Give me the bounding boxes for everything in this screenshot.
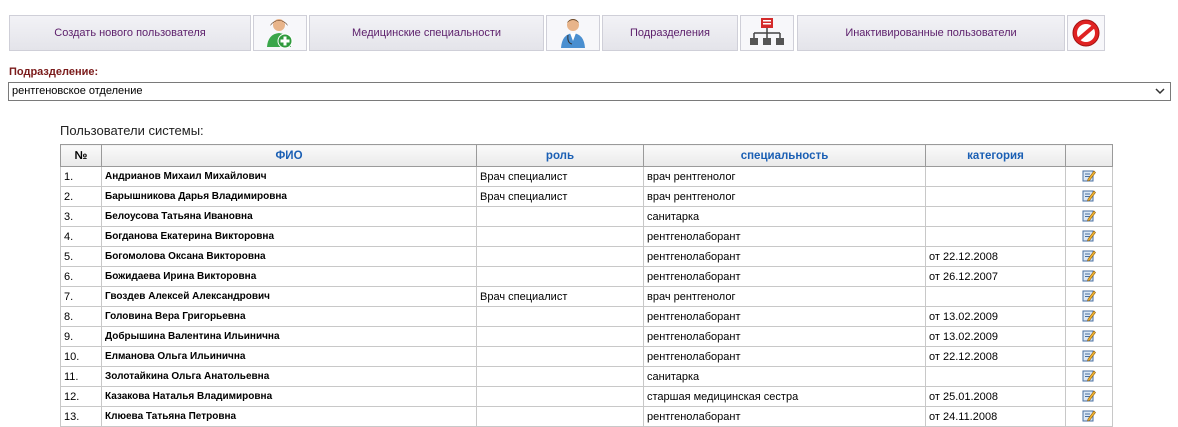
row-number-cell: 11. — [61, 367, 102, 387]
doctor-icon — [560, 17, 586, 49]
fio-cell[interactable]: Казакова Наталья Владимировна — [102, 387, 477, 407]
fio-cell[interactable]: Клюева Татьяна Петровна — [102, 407, 477, 427]
edit-icon[interactable] — [1082, 249, 1096, 265]
edit-cell — [1066, 407, 1113, 427]
table-row — [61, 307, 1113, 327]
row-number-cell: 5. — [61, 247, 102, 267]
column-header-specialty[interactable]: специальность — [644, 145, 926, 167]
row-number-cell: 12. — [61, 387, 102, 407]
category-cell: от 25.01.2008 — [926, 387, 1066, 407]
fio-cell[interactable]: Добрышина Валентина Ильинична — [102, 327, 477, 347]
fio-cell[interactable]: Золотайкина Ольга Анатольевна — [102, 367, 477, 387]
fio-cell[interactable]: Головина Вера Григорьевна — [102, 307, 477, 327]
edit-cell — [1066, 247, 1113, 267]
edit-icon[interactable] — [1082, 269, 1096, 285]
edit-icon[interactable] — [1082, 169, 1096, 185]
table-row — [61, 267, 1113, 287]
edit-icon[interactable] — [1082, 309, 1096, 325]
fio-cell[interactable]: Андрианов Михаил Михайлович — [102, 167, 477, 187]
edit-cell — [1066, 287, 1113, 307]
table-row — [61, 367, 1113, 387]
role-cell — [477, 347, 644, 367]
table-row — [61, 287, 1113, 307]
role-cell: Врач специалист — [477, 287, 644, 307]
edit-cell — [1066, 227, 1113, 247]
role-cell — [477, 307, 644, 327]
specialty-cell: старшая медицинская сестра — [644, 387, 926, 407]
specialties-button[interactable] — [309, 15, 544, 51]
department-selected-value: рентгеновское отделение — [12, 85, 143, 97]
edit-cell — [1066, 187, 1113, 207]
table-row — [61, 327, 1113, 347]
inactive-users-button[interactable] — [797, 15, 1065, 51]
specialty-cell: рентгенолаборант — [644, 407, 926, 427]
row-number-cell: 2. — [61, 187, 102, 207]
edit-icon[interactable] — [1082, 409, 1096, 425]
row-number-cell: 10. — [61, 347, 102, 367]
chevron-down-icon — [1154, 84, 1166, 98]
specialty-cell: врач рентгенолог — [644, 187, 926, 207]
specialty-cell: рентгенолаборант — [644, 347, 926, 367]
doctor-icon-button[interactable] — [546, 15, 600, 51]
fio-cell[interactable]: Барышникова Дарья Владимировна — [102, 187, 477, 207]
category-cell: от 22.12.2008 — [926, 247, 1066, 267]
edit-cell — [1066, 307, 1113, 327]
row-number-cell: 13. — [61, 407, 102, 427]
org-chart-icon — [749, 17, 785, 49]
edit-icon[interactable] — [1082, 349, 1096, 365]
specialty-cell: рентгенолаборант — [644, 267, 926, 287]
table-row — [61, 187, 1113, 207]
specialty-cell: санитарка — [644, 367, 926, 387]
no-entry-icon — [1071, 18, 1101, 48]
row-number-cell: 8. — [61, 307, 102, 327]
fio-cell[interactable]: Белоусова Татьяна Ивановна — [102, 207, 477, 227]
edit-icon[interactable] — [1082, 369, 1096, 385]
table-row — [61, 227, 1113, 247]
edit-icon[interactable] — [1082, 189, 1096, 205]
category-cell — [926, 167, 1066, 187]
category-cell — [926, 207, 1066, 227]
column-header-fio[interactable]: ФИО — [102, 145, 477, 167]
edit-icon[interactable] — [1082, 289, 1096, 305]
org-chart-icon-button[interactable] — [740, 15, 794, 51]
row-number-cell: 3. — [61, 207, 102, 227]
specialty-cell: рентгенолаборант — [644, 227, 926, 247]
category-cell: от 13.02.2009 — [926, 327, 1066, 347]
specialty-cell: санитарка — [644, 207, 926, 227]
specialty-cell: рентгенолаборант — [644, 327, 926, 347]
role-cell — [477, 407, 644, 427]
edit-cell — [1066, 267, 1113, 287]
role-cell — [477, 247, 644, 267]
role-cell — [477, 267, 644, 287]
table-row — [61, 207, 1113, 227]
column-header-category[interactable]: категория — [926, 145, 1066, 167]
category-cell — [926, 367, 1066, 387]
specialty-cell: врач рентгенолог — [644, 167, 926, 187]
department-label: Подразделение: — [9, 66, 99, 78]
edit-icon[interactable] — [1082, 389, 1096, 405]
role-cell — [477, 367, 644, 387]
specialty-cell: врач рентгенолог — [644, 287, 926, 307]
row-number-cell: 6. — [61, 267, 102, 287]
category-cell — [926, 287, 1066, 307]
inactive-icon-button[interactable] — [1067, 15, 1105, 51]
role-cell: Врач специалист — [477, 187, 644, 207]
edit-cell — [1066, 387, 1113, 407]
table-header-row — [61, 145, 1113, 167]
table-row — [61, 387, 1113, 407]
specialties-label: Медицинские специальности — [351, 27, 502, 39]
add-user-icon-button[interactable] — [253, 15, 307, 51]
row-number-cell: 1. — [61, 167, 102, 187]
edit-icon[interactable] — [1082, 229, 1096, 245]
edit-cell — [1066, 367, 1113, 387]
specialty-cell: рентгенолаборант — [644, 247, 926, 267]
row-number-cell: 7. — [61, 287, 102, 307]
add-user-icon — [266, 17, 294, 49]
row-number-cell: 4. — [61, 227, 102, 247]
users-table — [60, 144, 1113, 427]
role-cell — [477, 387, 644, 407]
fio-cell[interactable]: Гвоздев Алексей Александрович — [102, 287, 477, 307]
column-header-role[interactable]: роль — [477, 145, 644, 167]
category-cell: от 22.12.2008 — [926, 347, 1066, 367]
edit-cell — [1066, 167, 1113, 187]
role-cell — [477, 207, 644, 227]
table-row — [61, 347, 1113, 367]
department-select[interactable] — [8, 82, 1171, 101]
create-user-button[interactable] — [9, 15, 251, 51]
fio-cell[interactable]: Богданова Екатерина Викторовна — [102, 227, 477, 247]
role-cell: Врач специалист — [477, 167, 644, 187]
departments-button[interactable] — [602, 15, 738, 51]
table-row — [61, 407, 1113, 427]
inactive-users-label: Инактивированные пользователи — [845, 27, 1017, 39]
row-number-cell: 9. — [61, 327, 102, 347]
table-row — [61, 167, 1113, 187]
users-table-body — [61, 167, 1113, 427]
column-header-actions — [1066, 145, 1113, 167]
column-header-num: № — [61, 145, 102, 167]
fio-cell[interactable]: Елманова Ольга Ильинична — [102, 347, 477, 367]
edit-cell — [1066, 347, 1113, 367]
edit-icon[interactable] — [1082, 329, 1096, 345]
table-row — [61, 247, 1113, 267]
fio-cell[interactable]: Богомолова Оксана Викторовна — [102, 247, 477, 267]
edit-cell — [1066, 327, 1113, 347]
category-cell — [926, 227, 1066, 247]
departments-label: Подразделения — [630, 27, 710, 39]
role-cell — [477, 227, 644, 247]
edit-icon[interactable] — [1082, 209, 1096, 225]
users-title: Пользователи системы: — [60, 123, 204, 138]
fio-cell[interactable]: Божидаева Ирина Викторовна — [102, 267, 477, 287]
create-user-label: Создать нового пользователя — [54, 27, 206, 39]
category-cell: от 24.11.2008 — [926, 407, 1066, 427]
edit-cell — [1066, 207, 1113, 227]
category-cell: от 26.12.2007 — [926, 267, 1066, 287]
specialty-cell: рентгенолаборант — [644, 307, 926, 327]
category-cell — [926, 187, 1066, 207]
category-cell: от 13.02.2009 — [926, 307, 1066, 327]
role-cell — [477, 327, 644, 347]
